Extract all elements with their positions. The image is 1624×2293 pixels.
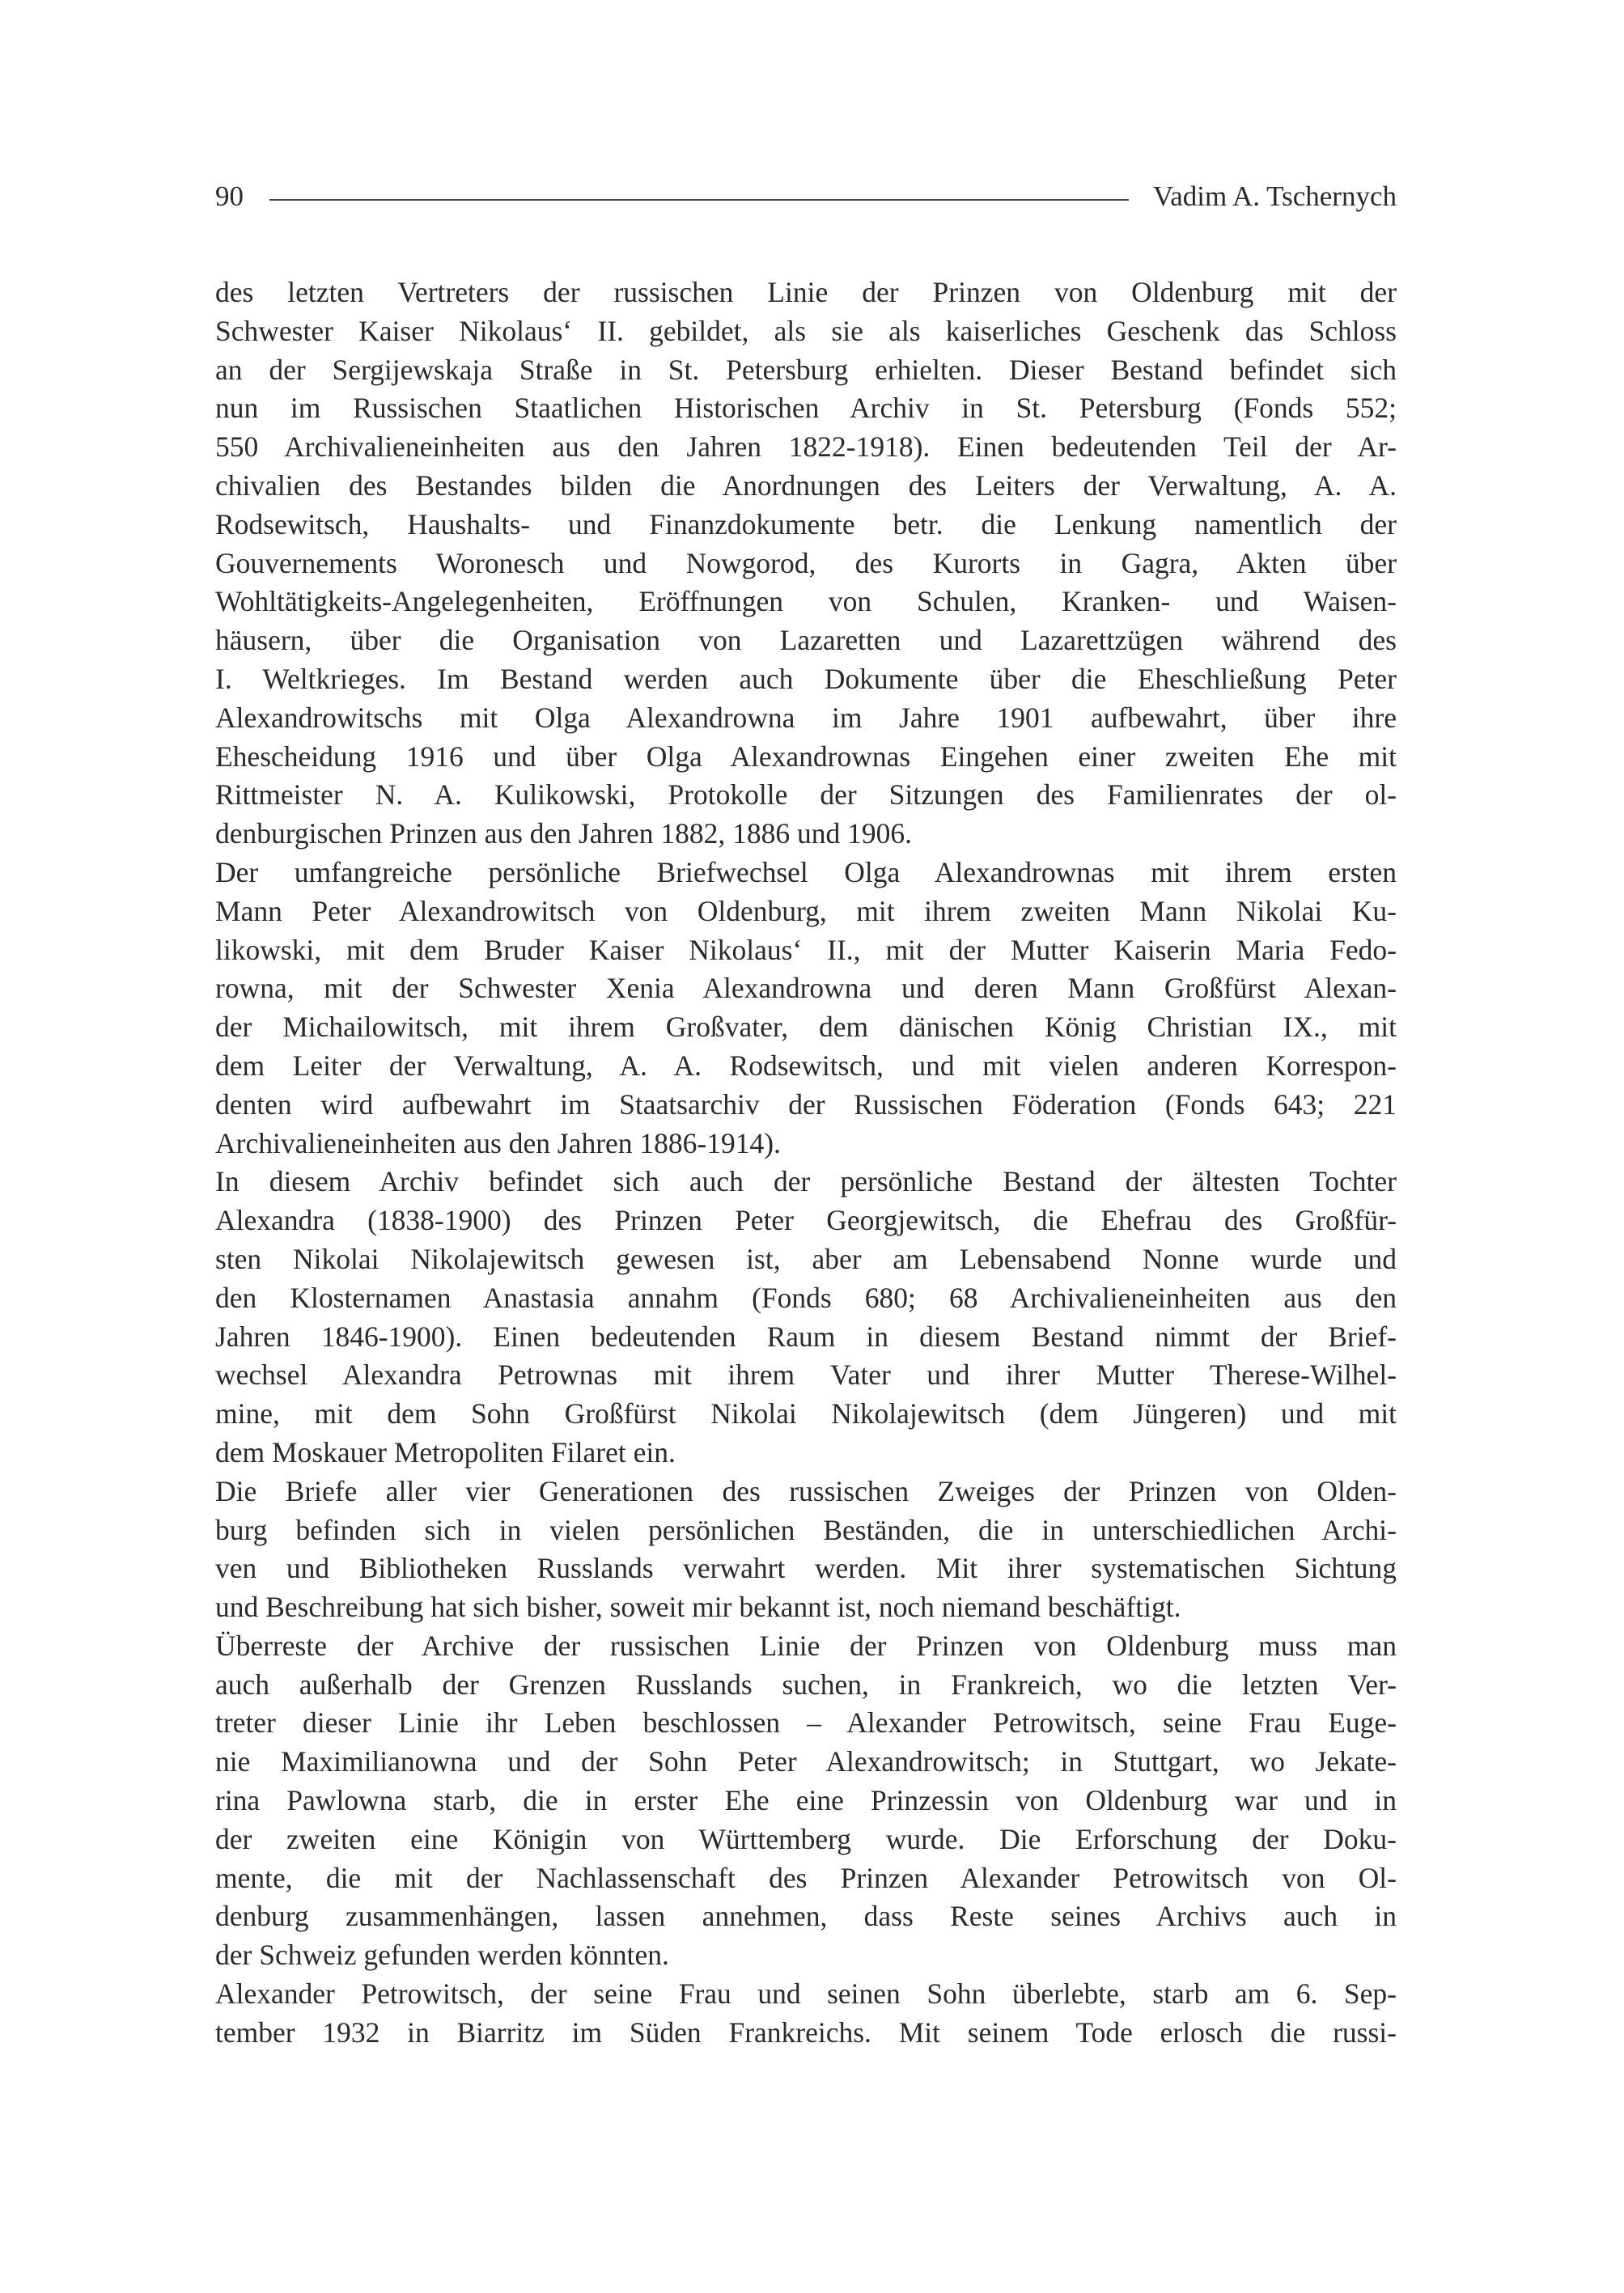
header-rule <box>269 199 1129 201</box>
running-head-author: Vadim A. Tschernych <box>1152 180 1397 212</box>
text-line: an der Sergijewskaja Straße in St. Petersburg erhielten. Dieser Bestand befindet sich <box>215 353 1397 386</box>
text-line: des letzten Vertreters der russischen Linie der Prinzen von Oldenburg mit der <box>215 276 1397 308</box>
text-line: sten Nikolai Nikolajewitsch gewesen ist, aber am Lebensabend Nonne wurde und <box>215 1242 1397 1275</box>
text-line: nun im Russischen Staatlichen Historischen Archiv in St. Petersburg (Fonds 552; <box>215 392 1397 425</box>
text-line: Archivalieneinheiten aus den Jahren 1886-1914). <box>215 1126 781 1159</box>
text-line: der Michailowitsch, mit ihrem Großvater, dem dänischen König Christian IX., mit <box>215 1011 1397 1044</box>
text-line: nie Maximilianowna und der Sohn Peter Alexandrowitsch; in Stuttgart, wo Jekate- <box>215 1745 1397 1778</box>
text-line: Gouvernements Woronesch und Nowgorod, des Kurorts in Gagra, Akten über <box>215 546 1397 579</box>
text-line: denten wird aufbewahrt im Staatsarchiv der Russischen Föderation (Fonds 643; 221 <box>215 1087 1397 1121</box>
page-number: 90 <box>215 180 244 212</box>
text-line: mine, mit dem Sohn Großfürst Nikolai Nikolajewitsch (dem Jüngeren) und mit <box>215 1397 1397 1430</box>
text-line: rina Pawlowna starb, die in erster Ehe eine Prinzessin von Oldenburg war und in <box>215 1784 1397 1817</box>
text-line: auch außerhalb der Grenzen Russlands suchen, in Frankreich, wo die letzten Ver- <box>215 1668 1397 1701</box>
text-line: Wohltätigkeits-Angelegenheiten, Eröffnungen von Schulen, Kranken- und Waisen- <box>215 585 1397 618</box>
text-line: rowna, mit der Schwester Xenia Alexandrowna und deren Mann Großfürst Alexan- <box>215 972 1397 1005</box>
text-line: tember 1932 in Biarritz im Süden Frankreichs. Mit seinem Tode erlosch die russi- <box>215 2015 1397 2049</box>
body-text <box>215 273 1397 2053</box>
text-line: I. Weltkrieges. Im Bestand werden auch Dokumente über die Eheschließung Peter <box>215 662 1397 695</box>
text-line: den Klosternamen Anastasia annahm (Fonds 680; 68 Archivalieneinheiten aus den <box>215 1281 1397 1314</box>
text-line: likowski, mit dem Bruder Kaiser Nikolaus‘ II., mit der Mutter Kaiserin Maria Fedo- <box>215 933 1397 966</box>
text-line: häusern, über die Organisation von Lazaretten und Lazarettzügen während des <box>215 624 1397 657</box>
text-line: Schwester Kaiser Nikolaus‘ II. gebildet, als sie als kaiserliches Geschenk das Schloss <box>215 314 1397 347</box>
text-line: Rittmeister N. A. Kulikowski, Protokolle der Sitzungen des Familienrates der ol- <box>215 778 1397 812</box>
text-line: dem Moskauer Metropoliten Filaret ein. <box>215 1435 676 1469</box>
text-line: wechsel Alexandra Petrownas mit ihrem Vater und ihrer Mutter Therese-Wilhel- <box>215 1358 1397 1392</box>
text-line: und Beschreibung hat sich bisher, soweit mir bekannt ist, noch niemand beschäftigt. <box>215 1591 1181 1624</box>
running-header <box>215 176 1397 217</box>
text-line: 550 Archivalieneinheiten aus den Jahren 1822-1918). Einen bedeutenden Teil der Ar- <box>215 430 1397 464</box>
text-line: Ehescheidung 1916 und über Olga Alexandrownas Eingehen einer zweiten Ehe mit <box>215 740 1397 773</box>
text-line: der zweiten eine Königin von Württemberg wurde. Die Erforschung der Doku- <box>215 1822 1397 1855</box>
text-line: Der umfangreiche persönliche Briefwechsel Olga Alexandrownas mit ihrem ersten <box>215 855 1397 888</box>
text-line: dem Leiter der Verwaltung, A. A. Rodsewitsch, und mit vielen anderen Korrespon- <box>215 1049 1397 1082</box>
text-line: mente, die mit der Nachlassenschaft des Prinzen Alexander Petrowitsch von Ol- <box>215 1861 1397 1894</box>
text-line: denburg zusammenhängen, lassen annehmen, dass Reste seines Archivs auch in <box>215 1900 1397 1933</box>
text-line: Rodsewitsch, Haushalts- und Finanzdokumente betr. die Lenkung namentlich der <box>215 507 1397 540</box>
text-line: chivalien des Bestandes bilden die Anordnungen des Leiters der Verwaltung, A. A. <box>215 468 1397 502</box>
text-line: der Schweiz gefunden werden könnten. <box>215 1939 669 1972</box>
text-line: Alexander Petrowitsch, der seine Frau und seinen Sohn überlebte, starb am 6. Sep- <box>215 1977 1397 2011</box>
text-line: Mann Peter Alexandrowitsch von Oldenburg, mit ihrem zweiten Mann Nikolai Ku- <box>215 894 1397 927</box>
text-line: burg befinden sich in vielen persönlichen Beständen, die in unterschiedlichen Archi- <box>215 1513 1397 1546</box>
text-line: Überreste der Archive der russischen Linie der Prinzen von Oldenburg muss man <box>215 1629 1397 1662</box>
text-line: In diesem Archiv befindet sich auch der persönliche Bestand der ältesten Tochter <box>215 1165 1397 1198</box>
text-line: denburgischen Prinzen aus den Jahren 1882, 1886 und 1906. <box>215 817 913 850</box>
text-line: treter dieser Linie ihr Leben beschlossen – Alexander Petrowitsch, seine Frau Euge- <box>215 1706 1397 1740</box>
text-line: Jahren 1846-1900). Einen bedeutenden Raum in diesem Bestand nimmt der Brief- <box>215 1320 1397 1353</box>
text-line: Alexandra (1838-1900) des Prinzen Peter Georgjewitsch, die Ehefrau des Großfür- <box>215 1204 1397 1237</box>
text-line: Die Briefe aller vier Generationen des russischen Zweiges der Prinzen von Olden- <box>215 1474 1397 1507</box>
text-line: Alexandrowitschs mit Olga Alexandrowna im Jahre 1901 aufbewahrt, über ihre <box>215 701 1397 734</box>
text-line: ven und Bibliotheken Russlands verwahrt werden. Mit ihrer systematischen Sichtung <box>215 1552 1397 1585</box>
